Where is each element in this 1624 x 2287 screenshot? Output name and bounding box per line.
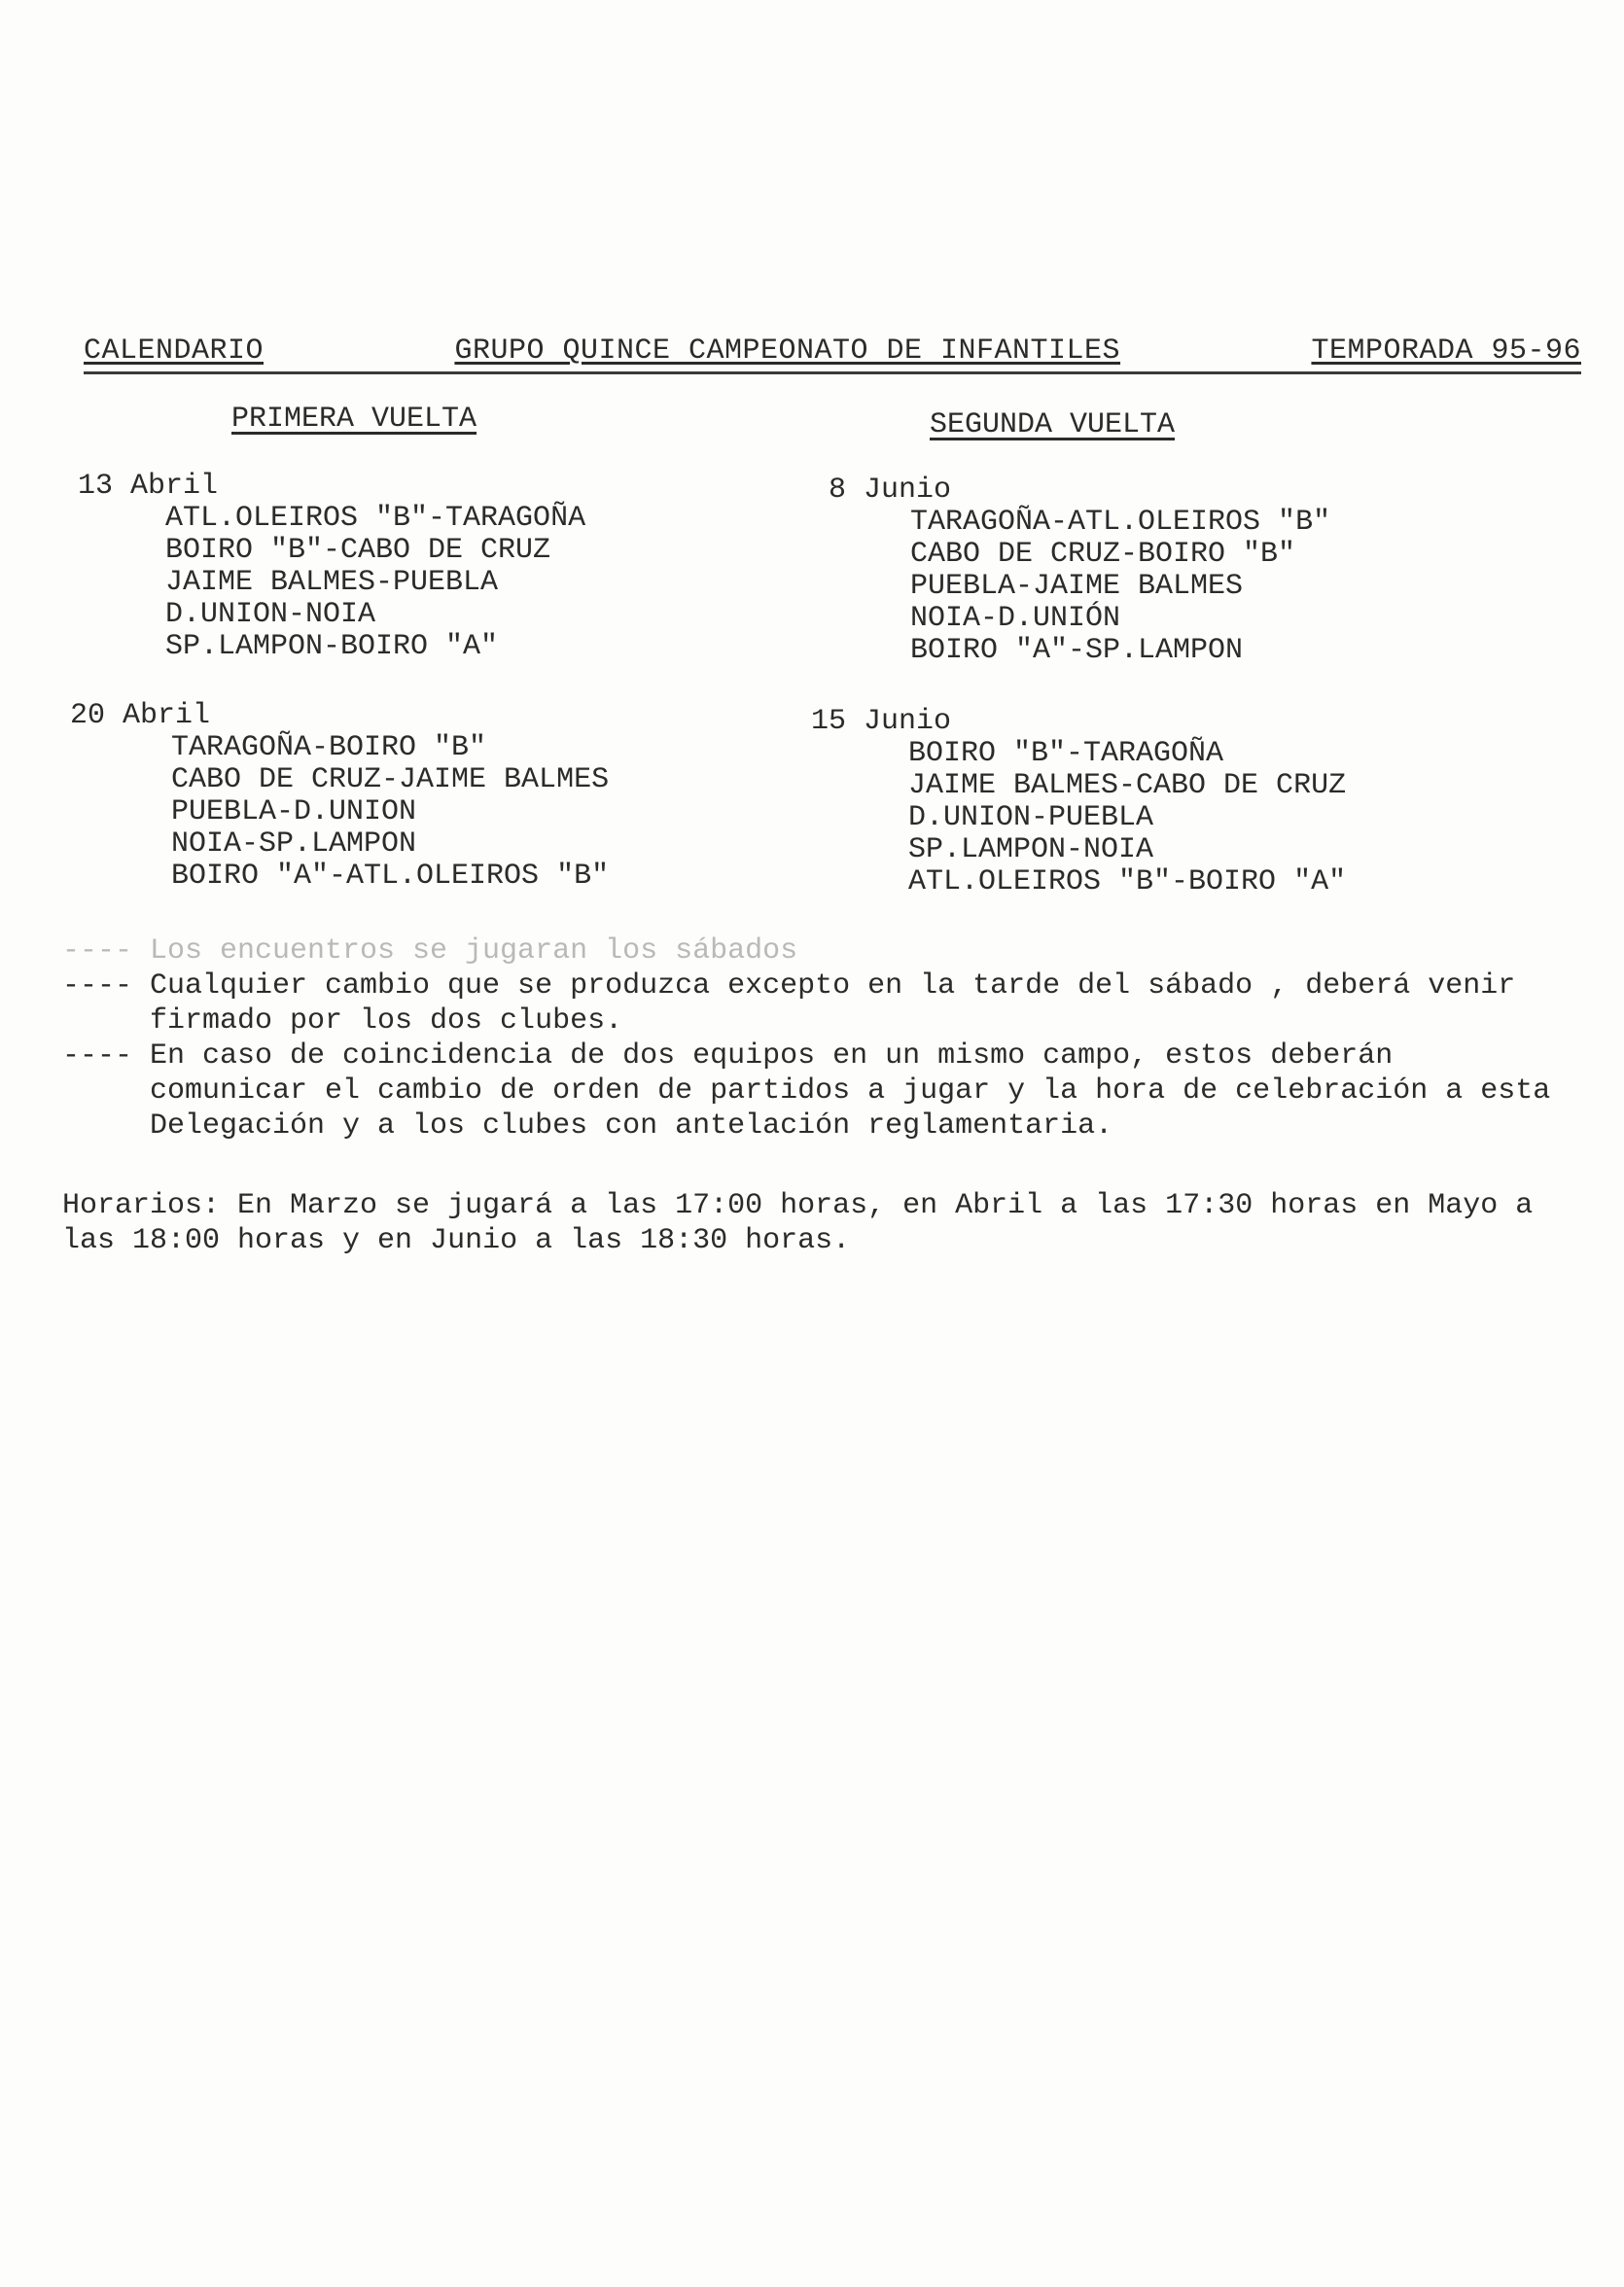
match: D.UNION-NOIA [165,598,376,631]
notes-section [62,933,1560,1144]
round-date: 15 Junio [811,705,952,738]
calendar-header [84,334,1581,374]
match: BOIRO "A"-ATL.OLEIROS "B" [171,860,610,893]
match: CABO DE CRUZ-BOIRO "B" [910,538,1296,571]
match: SP.LAMPON-BOIRO "A" [165,630,499,663]
match: ATL.OLEIROS "B"-TARAGOÑA [165,502,586,535]
note-dash: ---- [62,1039,133,1073]
primera-vuelta-title: PRIMERA VUELTA [231,403,477,436]
round-8-junio [829,475,1330,667]
match: TARAGOÑA-ATL.OLEIROS "B" [910,506,1331,539]
match: JAIME BALMES-CABO DE CRUZ [908,769,1347,802]
match: SP.LAMPON-NOIA [908,833,1154,866]
match: PUEBLA-D.UNION [171,795,417,828]
match: NOIA-SP.LAMPON [171,827,417,861]
note-dash: ---- [62,969,133,1003]
match: CABO DE CRUZ-JAIME BALMES [171,763,610,796]
match: BOIRO "B"-TARAGOÑA [908,737,1224,770]
round-date: 13 Abril [78,470,219,503]
round-date: 8 Junio [829,474,952,507]
match: D.UNION-PUEBLA [908,801,1154,834]
note-faded [62,933,1560,968]
round-date: 20 Abril [70,699,211,732]
match: BOIRO "B"-CABO DE CRUZ [165,534,551,567]
match: BOIRO "A"-SP.LAMPON [910,634,1244,667]
match: JAIME BALMES-PUEBLA [165,566,499,599]
segunda-vuelta-title: SEGUNDA VUELTA [930,408,1176,441]
horarios-text: Horarios: En Marzo se jugará a las 17:00 horas, en Abril a las 17:30 horas en Mayo a las 18:00 horas y en Junio a las 18:30 horas. [62,1189,1534,1257]
note-text: Cualquier cambio que se produzca excepto en la tarde del sábado , deberá venir firmado por los dos clubes. [150,969,1516,1038]
round-15-junio [811,706,1346,898]
header-temporada: TEMPORADA 95-96 [1311,334,1581,368]
round-13-abril [78,471,585,663]
note-cambio [62,968,1560,1038]
match: NOIA-D.UNIÓN [910,602,1121,635]
note-dash: ---- [62,934,133,968]
note-text: En caso de coincidencia de dos equipos en un mismo campo, estos deberán comunicar el cambio de orden de partidos a jugar y la hora de celebración a esta Delegación y a los clubes con antelación reglamentaria. [150,1039,1551,1143]
match: PUEBLA-JAIME BALMES [910,570,1244,603]
header-grupo: GRUPO QUINCE CAMPEONATO DE INFANTILES [454,334,1121,368]
match: TARAGOÑA-BOIRO "B" [171,731,487,764]
round-20-abril [70,700,609,893]
note-coincidencia [62,1038,1560,1144]
note-text: Los encuentros se jugaran los sábados [150,934,798,968]
match: ATL.OLEIROS "B"-BOIRO "A" [908,865,1347,898]
header-calendario: CALENDARIO [84,334,265,368]
